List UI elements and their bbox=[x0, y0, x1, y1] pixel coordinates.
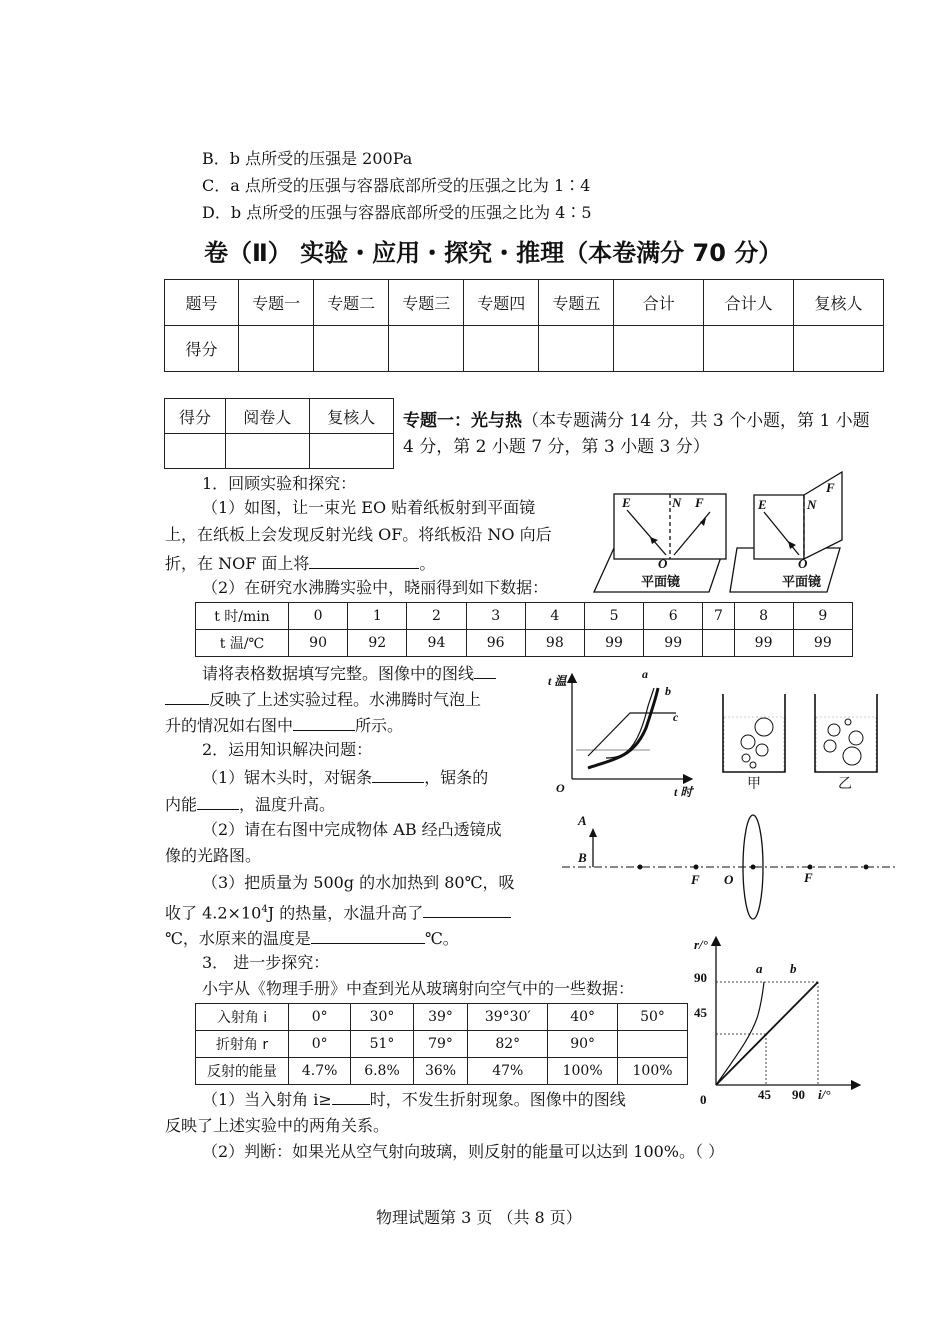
refr-cell: 6.8% bbox=[351, 1058, 413, 1085]
score-header: 合计人 bbox=[704, 280, 794, 326]
q3-heading: 3． 进一步探究： bbox=[202, 953, 330, 972]
grader-cell[interactable] bbox=[309, 434, 394, 469]
q1-heading: 1．回顾实验和探究： bbox=[202, 474, 357, 493]
graph1-curve-a: a bbox=[642, 667, 648, 681]
boil-temp-blank[interactable] bbox=[703, 630, 734, 657]
refr-row-label: 反射的能量 bbox=[196, 1058, 289, 1085]
answer-blank[interactable] bbox=[423, 901, 511, 918]
beakers-figure bbox=[720, 690, 890, 790]
q2-p3-l3b: ℃。 bbox=[424, 929, 459, 948]
graph2-y-label: r/° bbox=[694, 937, 708, 952]
topic1-title bbox=[403, 411, 870, 431]
q1-p1-l3 bbox=[165, 552, 435, 574]
refr-cell: 100% bbox=[548, 1058, 618, 1085]
answer-blank[interactable] bbox=[293, 714, 355, 731]
topic1-title-rest: （本专题满分 14 分，共 3 个小题，第 1 小题 bbox=[522, 411, 870, 431]
q1-p3-l2-text: 反映了上述实验过程。水沸腾时气泡上 bbox=[209, 690, 482, 709]
graph2-x-label: i/° bbox=[818, 1087, 831, 1102]
option-b: B．b 点所受的压强是 200Pa bbox=[202, 149, 413, 168]
refr-cell: 0° bbox=[289, 1004, 351, 1031]
q2-p3-l3 bbox=[165, 927, 459, 949]
graph2-x-tick: 45 bbox=[758, 1087, 771, 1102]
q2-p1-l1a: （1）锯木头时，对锯条 bbox=[202, 768, 373, 787]
graph1-curve-b: b bbox=[665, 684, 671, 698]
graph2-curve-a: a bbox=[756, 961, 763, 976]
mirror2-label-o: O bbox=[798, 556, 808, 571]
boil-time: 5 bbox=[584, 603, 643, 630]
score-cell[interactable] bbox=[794, 326, 884, 372]
boil-time: 7 bbox=[703, 603, 734, 630]
lens-label-f1: F bbox=[691, 872, 700, 887]
score-cell[interactable] bbox=[614, 326, 704, 372]
q2-p2-l1: （2）请在右图中完成物体 AB 经凸透镜成 bbox=[202, 820, 502, 839]
mirror-caption: 平面镜 bbox=[641, 574, 681, 589]
q1-p1-end: 。 bbox=[419, 554, 436, 573]
boil-time: 1 bbox=[348, 603, 407, 630]
graph2-origin: 0 bbox=[700, 1092, 707, 1107]
boil-time: 8 bbox=[734, 603, 793, 630]
refr-row-label: 入射角 i bbox=[196, 1004, 289, 1031]
lens-label-f2: F bbox=[804, 870, 813, 885]
boil-temp: 94 bbox=[407, 630, 466, 657]
q3-intro: 小宇从《物理手册》中查到光从玻璃射向空气中的一些数据： bbox=[202, 979, 635, 998]
q1-p3-l1-text: 请将表格数据填写完整。图像中的图线 bbox=[202, 664, 475, 683]
refr-row-label: 折射角 r bbox=[196, 1031, 289, 1058]
graph1-x-label: t 时 bbox=[674, 785, 693, 799]
grader-table bbox=[164, 398, 394, 469]
score-cell[interactable] bbox=[239, 326, 314, 372]
boil-time: 0 bbox=[289, 603, 348, 630]
refr-cell bbox=[618, 1031, 688, 1058]
boil-time: 3 bbox=[466, 603, 525, 630]
score-header: 专题三 bbox=[389, 280, 464, 326]
boil-time: 6 bbox=[644, 603, 703, 630]
lens-label-a: A bbox=[578, 813, 587, 828]
q1-p3-l3-text: 升的情况如右图中 bbox=[165, 716, 294, 735]
score-cell[interactable] bbox=[389, 326, 464, 372]
refr-cell: 51° bbox=[351, 1031, 413, 1058]
boil-temp: 99 bbox=[734, 630, 793, 657]
refr-cell: 50° bbox=[618, 1004, 688, 1031]
answer-blank[interactable] bbox=[197, 793, 239, 810]
graph2-curve-b: b bbox=[790, 961, 797, 976]
boil-table bbox=[195, 602, 853, 657]
lens-label-b: B bbox=[578, 850, 587, 865]
mirror-figure bbox=[592, 470, 882, 590]
option-c: C．a 点所受的压强与容器底部所受的压强之比为 1∶4 bbox=[202, 176, 591, 195]
q1-p3-l3 bbox=[165, 714, 403, 736]
curve-a-line bbox=[716, 982, 764, 1085]
q3-p1-l1a: （1）当入射角 i≥ bbox=[202, 1090, 332, 1109]
beaker-left-label: 甲 bbox=[747, 777, 761, 792]
answer-blank[interactable] bbox=[311, 927, 425, 944]
score-header: 专题一 bbox=[239, 280, 314, 326]
q2-p1-l2a: 内能 bbox=[165, 795, 198, 814]
refr-cell: 100% bbox=[618, 1058, 688, 1085]
boil-temp: 96 bbox=[466, 630, 525, 657]
refr-cell: 79° bbox=[413, 1031, 468, 1058]
grader-header: 得分 bbox=[165, 399, 226, 434]
refr-cell: 39°30′ bbox=[468, 1004, 548, 1031]
q2-p3-l2a: 收了 4.2×10 bbox=[165, 903, 262, 923]
boiling-graph bbox=[548, 668, 708, 798]
mirror2-label-e: E bbox=[758, 497, 767, 512]
score-cell[interactable] bbox=[314, 326, 389, 372]
score-cell[interactable] bbox=[539, 326, 614, 372]
q1-p3-l1 bbox=[202, 662, 496, 684]
refraction-table bbox=[195, 1003, 688, 1085]
boil-row-label: t 温/℃ bbox=[196, 630, 289, 657]
q2-p3-l3a: ℃，水原来的温度是 bbox=[165, 929, 311, 948]
refr-cell: 82° bbox=[468, 1031, 548, 1058]
answer-blank[interactable] bbox=[165, 688, 209, 705]
refr-cell: 4.7% bbox=[289, 1058, 351, 1085]
q1-p1-l2: 上，在纸板上会发现反射光线 OF。将纸板沿 NO 向后 bbox=[165, 525, 552, 544]
mirror-label-o: O bbox=[658, 556, 668, 571]
boil-row-label: t 时/min bbox=[196, 603, 289, 630]
refr-cell: 39° bbox=[413, 1004, 468, 1031]
q2-p1-l2b: ，温度升高。 bbox=[239, 795, 336, 814]
q3-p1-l2-text: 反映了上述实验中的两角关系。 bbox=[165, 1116, 390, 1135]
boil-temp: 92 bbox=[348, 630, 407, 657]
q2-p1-l2 bbox=[165, 793, 335, 815]
graph1-curve-c: c bbox=[673, 710, 679, 724]
answer-blank[interactable] bbox=[474, 662, 496, 679]
grader-cell[interactable] bbox=[165, 434, 226, 469]
q1-p3-l2 bbox=[165, 688, 481, 710]
mirror2-label-f: F bbox=[826, 480, 835, 495]
refr-cell: 0° bbox=[289, 1031, 351, 1058]
grader-header: 复核人 bbox=[309, 399, 394, 434]
graph2-y-tick: 45 bbox=[694, 1005, 707, 1020]
graph1-y-label: t 温 bbox=[548, 674, 567, 688]
graph2-x-tick: 90 bbox=[792, 1087, 805, 1102]
option-d: D．b 点所受的压强与容器底部所受的压强之比为 4∶5 bbox=[202, 203, 592, 222]
mirror2-label-n: N bbox=[807, 497, 817, 512]
page-footer: 物理试题第 3 页 （共 8 页） bbox=[376, 1208, 582, 1227]
refr-cell: 30° bbox=[351, 1004, 413, 1031]
refr-cell: 47% bbox=[468, 1058, 548, 1085]
boil-temp: 98 bbox=[525, 630, 584, 657]
q2-p3-l1: （3）把质量为 500g 的水加热到 80℃，吸 bbox=[202, 873, 515, 892]
q2-p2-l2: 像的光路图。 bbox=[165, 846, 262, 865]
score-table bbox=[164, 279, 884, 372]
grader-cell[interactable] bbox=[226, 434, 310, 469]
score-header: 题号 bbox=[165, 280, 239, 326]
mirror-label-n: N bbox=[672, 495, 682, 510]
q2-p1-l1 bbox=[202, 766, 488, 788]
beaker-right-label: 乙 bbox=[838, 777, 852, 792]
score-header: 合计 bbox=[614, 280, 704, 326]
refr-cell: 90° bbox=[548, 1031, 618, 1058]
refr-cell: 36% bbox=[413, 1058, 468, 1085]
grader-header: 阅卷人 bbox=[226, 399, 310, 434]
curve-a bbox=[588, 688, 658, 768]
boil-temp: 99 bbox=[584, 630, 643, 657]
q3-p2: （2）判断：如果光从空气射向玻璃，则反射的能量可以达到 100%。（ ） bbox=[202, 1142, 725, 1161]
mirror-label-f: F bbox=[695, 495, 704, 510]
q1-p1-l3-text: 折，在 NOF 面上将 bbox=[165, 554, 310, 573]
score-header: 复核人 bbox=[794, 280, 884, 326]
lens-label-o: O bbox=[724, 872, 734, 887]
mirror2-caption: 平面镜 bbox=[782, 574, 822, 589]
score-cell[interactable] bbox=[704, 326, 794, 372]
q2-p3-l2sup: 4 bbox=[261, 904, 268, 915]
answer-blank[interactable] bbox=[309, 552, 419, 569]
section-title: 卷（Ⅱ） 实验・应用・探究・推理（本卷满分 70 分） bbox=[204, 239, 783, 267]
boil-time: 2 bbox=[407, 603, 466, 630]
answer-blank[interactable] bbox=[332, 1088, 370, 1105]
graph1-origin: O bbox=[556, 781, 565, 795]
q3-p1-l1 bbox=[202, 1088, 626, 1110]
answer-blank[interactable] bbox=[372, 766, 424, 783]
boil-temp: 90 bbox=[289, 630, 348, 657]
score-header: 专题二 bbox=[314, 280, 389, 326]
boil-time: 9 bbox=[793, 603, 852, 630]
q2-p3-l2b: J 的热量，水温升高了 bbox=[267, 903, 424, 923]
q2-p3-l2 bbox=[165, 900, 511, 923]
graph2-y-tick: 90 bbox=[694, 970, 707, 985]
boil-temp: 99 bbox=[793, 630, 852, 657]
score-row-label: 得分 bbox=[165, 326, 239, 372]
mirror-label-e: E bbox=[622, 495, 631, 510]
refr-cell: 40° bbox=[548, 1004, 618, 1031]
q1-p3-l3-end: 所示。 bbox=[355, 716, 404, 735]
q3-p1-l2 bbox=[165, 1114, 389, 1136]
q1-p2: （2）在研究水沸腾实验中，晓丽得到如下数据： bbox=[202, 578, 549, 597]
lens-figure bbox=[560, 810, 900, 920]
score-cell[interactable] bbox=[464, 326, 539, 372]
topic1-title-line2: 4 分，第 2 小题 7 分，第 3 小题 3 分） bbox=[403, 437, 710, 457]
score-header: 专题五 bbox=[539, 280, 614, 326]
q1-p1-l1: （1）如图，让一束光 EO 贴着纸板射到平面镜 bbox=[202, 498, 536, 517]
topic1-title-bold: 专题一：光与热 bbox=[403, 411, 522, 431]
boil-time: 4 bbox=[525, 603, 584, 630]
q2-p1-l1b: ，锯条的 bbox=[424, 768, 489, 787]
refraction-graph bbox=[692, 935, 862, 1110]
q2-heading: 2．运用知识解决问题： bbox=[202, 740, 373, 759]
curve-b-line bbox=[716, 982, 818, 1085]
score-header: 专题四 bbox=[464, 280, 539, 326]
boil-temp: 99 bbox=[644, 630, 703, 657]
q3-p1-l1b: 时，不发生折射现象。图像中的图线 bbox=[369, 1090, 626, 1109]
